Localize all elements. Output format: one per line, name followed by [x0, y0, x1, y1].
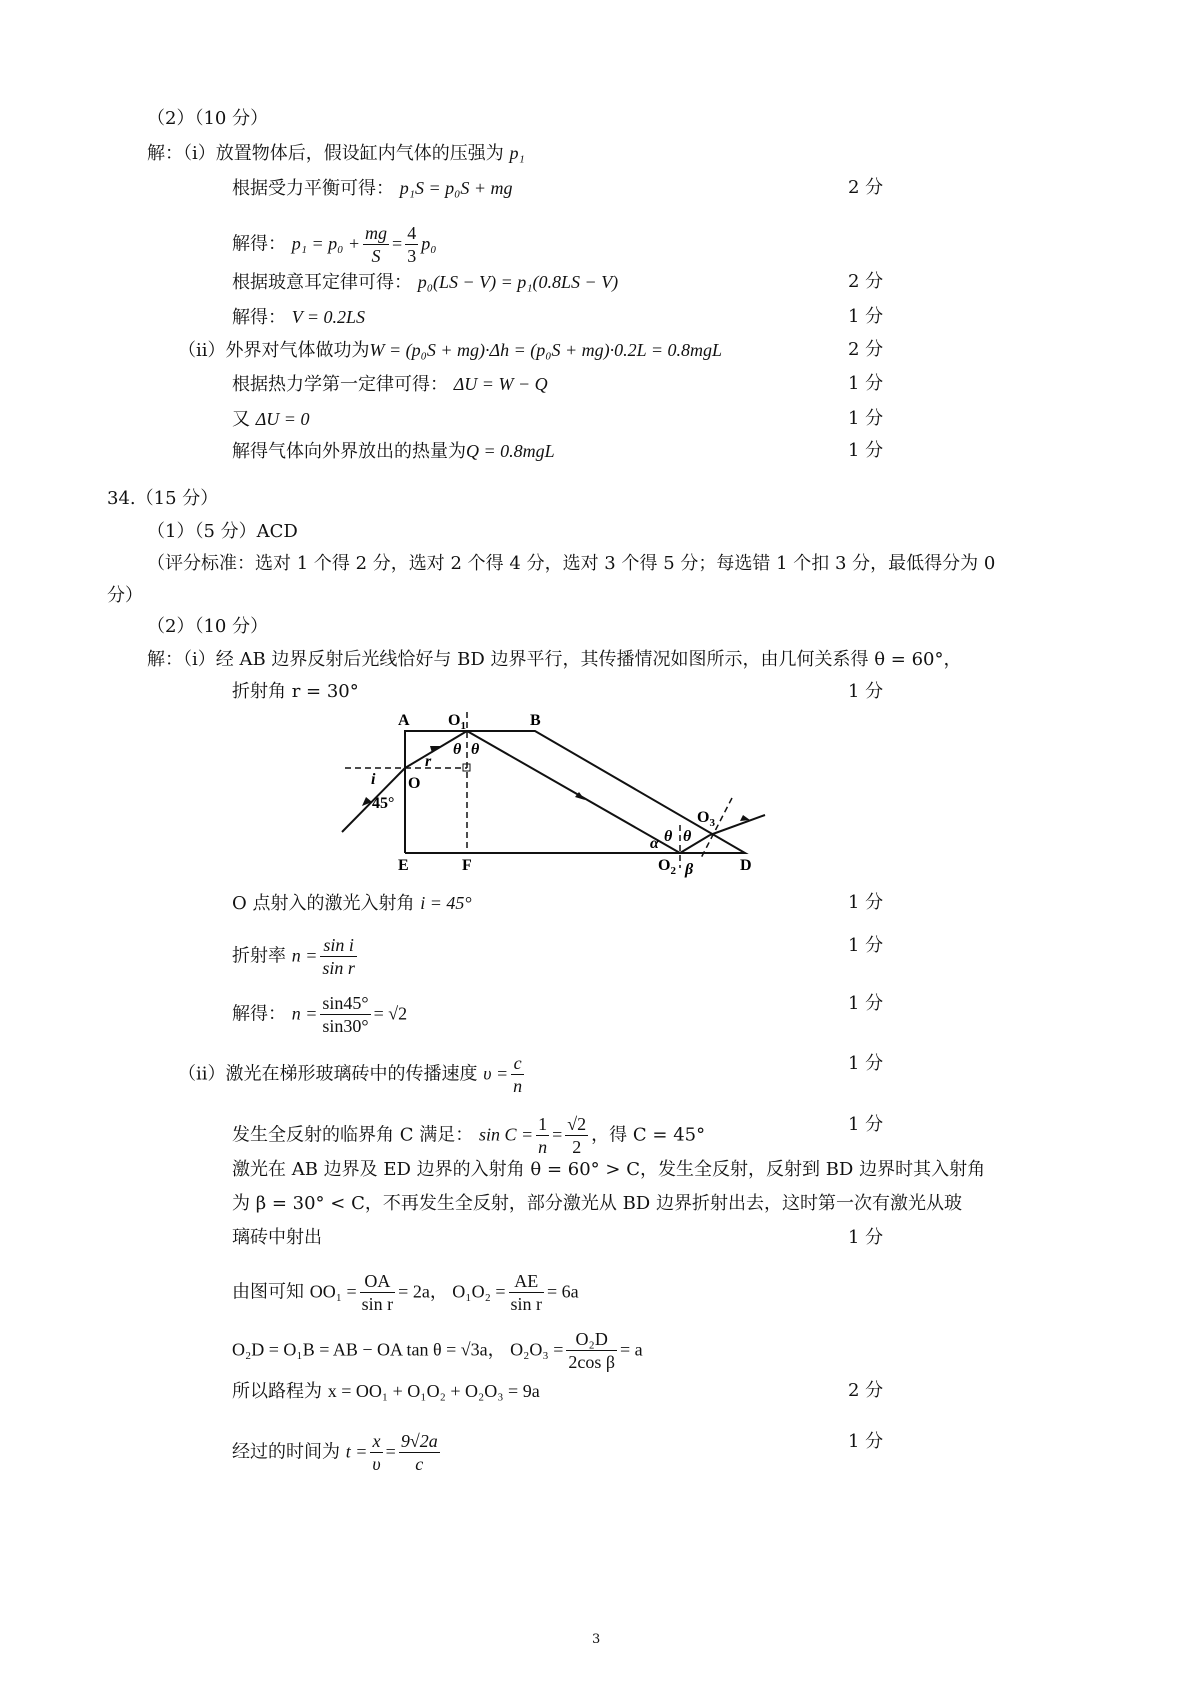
fraction: $\frac{\text{O₂D}}{\text{2cos β}}$ — [568, 1329, 616, 1372]
score: 1 分 — [848, 440, 884, 461]
page-number: 3 — [592, 1632, 601, 1647]
text: （ⅱ）外界对气体做功为 — [178, 340, 370, 361]
svg-text:θ: θ — [664, 828, 673, 845]
text: 又 — [232, 409, 256, 430]
text-line: 折射率 n = $\frac{\text{sin i}}{\text{sin r}}$ — [232, 935, 355, 978]
text-line — [232, 891, 472, 916]
svg-text:θ: θ — [453, 741, 462, 758]
text-line: （ⅱ）激光在梯形玻璃砖中的传播速度 υ = $\frac{c}{n}$ — [178, 1053, 523, 1096]
score: 2 分 — [848, 271, 884, 292]
fraction: $\frac{4}{3}$ — [407, 223, 417, 266]
text-line: 经过的时间为 t = $\frac{x}{\upsilon}$ = $\frac{9√2a}{c}$ — [232, 1431, 438, 1474]
text-line: 由图可知 OO₁ = $\frac{OA}{\text{sin r}}$ = 2a， O₁O₂ = $\frac{AE}{\text{sin r}}$ = 6a — [232, 1271, 579, 1314]
scoring-standard-cont: 分） — [107, 585, 143, 606]
score: 2 分 — [848, 1380, 884, 1401]
answer-line: （1）（5 分）ACD — [147, 521, 298, 542]
math: = — [392, 233, 403, 254]
svg-text:O1: $O_1$ — [448, 712, 466, 732]
arrow-icon — [362, 797, 372, 806]
question-heading: 34.（15 分） — [107, 488, 219, 509]
fraction: $\frac{OA}{\text{sin r}}$ — [361, 1271, 394, 1314]
text: 根据玻意耳定律可得： — [232, 272, 412, 293]
math: p₁S = p₀S + mg — [399, 178, 513, 198]
text: 解得： — [232, 307, 286, 328]
text: 根据受力平衡可得： — [232, 178, 394, 199]
label-A: A — [398, 712, 410, 729]
score: 2 分 — [848, 177, 884, 198]
text: 根据热力学第一定律可得： — [232, 374, 448, 395]
math: p₀ — [421, 233, 437, 254]
score: 1 分 — [848, 373, 884, 394]
fraction: $\frac{c}{n}$ — [513, 1053, 523, 1096]
scoring-standard: （评分标准：选对 1 个得 2 分，选对 2 个得 4 分，选对 3 个得 5 分；每选错 1 个扣 3 分，最低得分为 0 — [147, 553, 996, 574]
fraction: $\frac{AE}{\text{sin r}}$ — [510, 1271, 543, 1314]
math: p₁ = p₀ + — [291, 233, 361, 254]
reflected-ray — [467, 731, 680, 853]
text-line: 璃砖中射出 — [232, 1227, 322, 1248]
subheading: （2）（10 分） — [147, 616, 269, 637]
score: 1 分 — [848, 306, 884, 327]
svg-text:α: α — [650, 835, 659, 852]
svg-text:O2: $O_2$ — [658, 857, 676, 877]
text: 解得： — [232, 233, 286, 255]
math: p₀(LS − V) = p₁(0.8LS − V) — [417, 272, 619, 292]
svg-text:θ: θ — [471, 741, 480, 758]
text-line: 发生全反射的临界角 C 满足： sin C = $\frac{1}{n}$ = $\frac{√2}{2}$ ，得 C = 45° — [232, 1114, 706, 1157]
text: O 点射入的激光入射角 — [232, 893, 421, 914]
svg-text:β: β — [685, 861, 694, 878]
score: 1 分 — [848, 1114, 884, 1135]
label-F: F — [462, 857, 472, 874]
score: 1 分 — [848, 935, 884, 956]
label-D: D — [740, 857, 752, 874]
text: 解得气体向外界放出的热量为 — [232, 441, 466, 462]
svg-text:O3: $O_3$ — [697, 809, 715, 829]
score: 1 分 — [848, 1227, 884, 1248]
fraction: $\frac{\sin 45^\circ}{\sin 30^\circ}$ — [322, 993, 369, 1036]
score: 2 分 — [848, 339, 884, 360]
label-O: O — [408, 775, 421, 792]
math: ΔU = W − Q — [453, 374, 548, 394]
fraction: $\frac{mg}{S}$ — [365, 223, 388, 266]
math: p₁ — [509, 143, 525, 163]
math: i = 45° — [420, 893, 472, 913]
score: 1 分 — [848, 993, 884, 1014]
label-B: B — [530, 712, 541, 729]
text-line: 折射角 r = 30° — [232, 681, 359, 702]
math: ΔU = 0 — [255, 409, 310, 429]
score: 1 分 — [848, 1053, 884, 1074]
label-E: E — [398, 857, 409, 874]
svg-text:θ: θ — [683, 828, 692, 845]
arrow-icon — [740, 815, 750, 821]
text: 解：（ⅰ）放置物体后，假设缸内气体的压强为 — [147, 143, 510, 164]
fraction: $\frac{\text{sin i}}{\text{sin r}}$ — [322, 935, 355, 978]
label-r: r — [425, 753, 432, 770]
label-i: i — [371, 771, 376, 788]
text-line: 解得： n = $\frac{\sin 45^\circ}{\sin 30^\circ}$ = √2 — [232, 993, 408, 1036]
fraction: $\frac{9√2a}{c}$ — [400, 1431, 438, 1474]
fraction: $\frac{1}{n}$ — [538, 1114, 548, 1157]
subheading: （2）（10 分） — [147, 108, 269, 129]
fraction: $\frac{x}{\upsilon}$ — [372, 1431, 381, 1474]
score: 1 分 — [848, 408, 884, 429]
text-line: O₂D = O₁B = AB − OA tan θ = √3a， O₂O₃ = $\frac{\text{O₂D}}{\text{2cos β}}$ = a — [232, 1329, 643, 1372]
score: 1 分 — [848, 681, 884, 702]
math: Q = 0.8mgL — [466, 441, 555, 461]
math: W = (p₀S + mg)·Δh = (p₀S + mg)·0.2L = 0.8mgL — [369, 340, 722, 360]
text-line: 所以路程为 x = OO₁ + O₁O₂ + O₂O₃ = 9a — [232, 1381, 540, 1402]
score: 1 分 — [848, 1431, 884, 1452]
text-line: 激光在 AB 边界及 ED 边界的入射角 θ = 60° > C，发生全反射，反射到 BD 边界时其入射角 — [232, 1159, 986, 1180]
text-line: 为 β = 30° < C，不再发生全反射，部分激光从 BD 边界折射出去，这时第一次有激光从玻 — [232, 1193, 962, 1214]
score: 1 分 — [848, 892, 884, 913]
fraction: $\frac{√2}{2}$ — [567, 1114, 587, 1157]
math: V = 0.2LS — [291, 307, 366, 327]
label-45: 45° — [372, 795, 395, 812]
text-line: 解：（ⅰ）经 AB 边界反射后光线恰好与 BD 边界平行，其传播情况如图所示，由几何关系得 θ = 60°， — [147, 649, 962, 670]
